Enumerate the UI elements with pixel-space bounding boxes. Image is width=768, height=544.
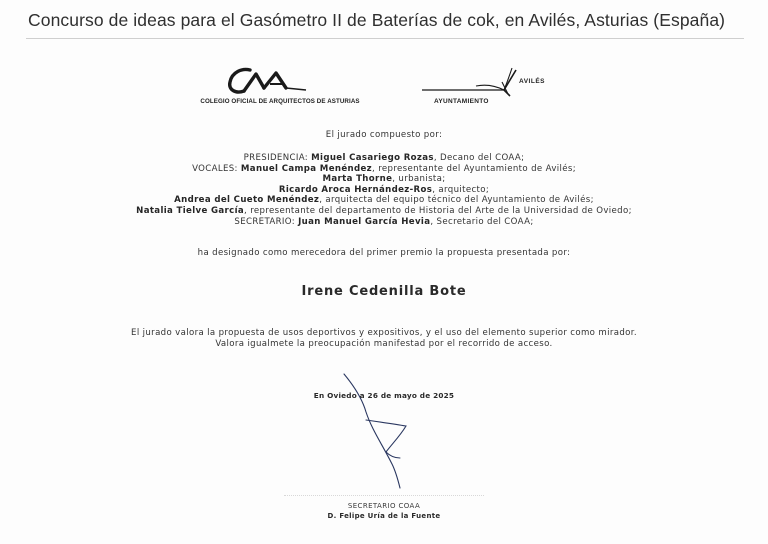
jury-list [0,153,768,227]
aviles-city-label: AVILÉS [519,78,545,85]
jury-member-name: Manuel Campa Menéndez [240,163,373,174]
jury-member: Natalia Tielve García, representante del departamento de Historia del Arte de la Universidad de Oviedo; [136,205,632,216]
header-divider [26,38,744,39]
jury-intro: El jurado compuesto por: [325,130,443,140]
coaa-logo [190,64,370,110]
jury-assessment [0,328,768,349]
jury-member-name: Marta Thorne [322,174,393,185]
jury-member: PRESIDENCIA: Miguel Casariego Rozas, Decano del COAA; [243,153,525,163]
assessment-line: El jurado valora la propuesta de usos deportivos y expositivos, y el uso del elemento superior como mirador. [131,328,637,338]
secretary-name: D. Felipe Uría de la Fuente [327,512,441,520]
jury-member: Ricardo Aroca Hernández-Ros, arquitecto; [278,184,490,195]
winner-name: Irene Cedenilla Bote [301,284,467,299]
jury-member-name: Miguel Casariego Rozas [311,153,434,163]
secretary-role: SECRETARIO COAA [347,502,421,510]
competition-title: Concurso de ideas para el Gasómetro II de Baterías de cok, en Avilés, Asturias (España) [28,10,726,30]
assessment-line: Valora igualmete la preocupación manifestad por el recorrido de acceso. [215,338,553,349]
jury-member-name: Ricardo Aroca Hernández-Ros [278,184,433,195]
jury-member-name: Andrea del Cueto Menéndez [174,195,320,206]
jury-member: VOCALES: Manuel Campa Menéndez, representante del Ayuntamiento de Avilés; [192,163,576,174]
aviles-logo [420,64,570,114]
signing-date: En Oviedo a 26 de mayo de 2025 [313,391,455,400]
jury-member: Andrea del Cueto Menéndez, arquitecta del equipo técnico del Ayuntamiento de Avilés; [174,195,594,206]
coaa-caption: COLEGIO OFICIAL DE ARQUITECTOS DE ASTURIAS [200,98,360,105]
designation-statement: ha designado como merecedora del primer premio la propuesta presentada por: [197,248,571,258]
jury-member: SECRETARIO: Juan Manuel García Hevia, Secretario del COAA; [234,216,534,227]
coaa-logo-mark [220,64,336,98]
jury-member: Marta Thorne, urbanista; [322,174,446,185]
jury-member-name: Natalia Tielve García [136,205,245,216]
jury-member-name: Juan Manuel García Hevia [298,216,431,227]
aviles-logo-mark [420,64,520,98]
signature-line [284,495,484,496]
aviles-council-label: AYUNTAMIENTO [434,98,489,105]
